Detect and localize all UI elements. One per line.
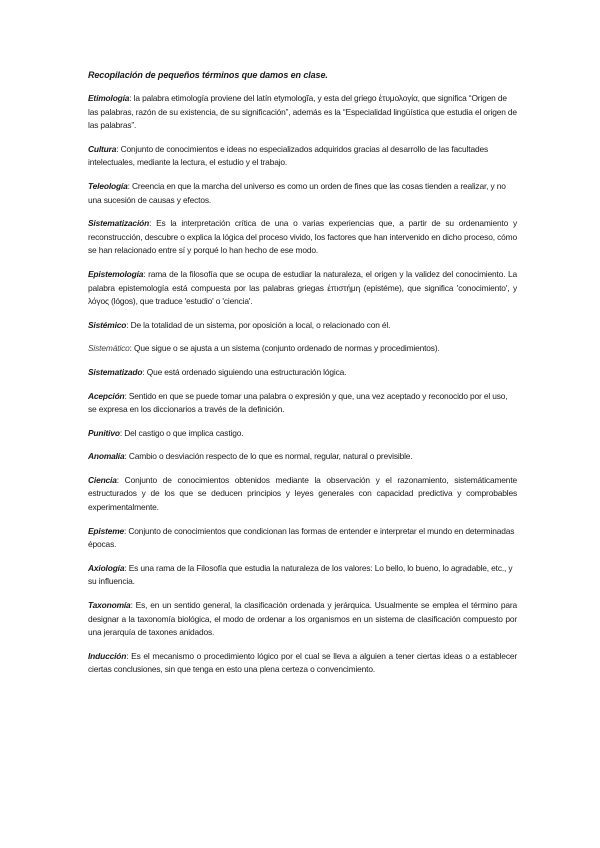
term: Epistemología (88, 268, 144, 279)
term: Sistematizado (88, 366, 143, 377)
term: Episteme (88, 525, 125, 536)
term-separator: : (116, 474, 125, 485)
definition: Es la interpretación crítica de una o varias experiencias que, a partir de su ordenamiento y reconstrucción, descubre o explica la lógica del proceso vivido, los factores que han intervenido en dicho proceso, cómo se han relacionado entre sí y porqué lo han hecho de ese modo. (88, 218, 517, 256)
document-title: Recopilación de pequeños términos que damos en clase. (88, 70, 328, 80)
definition: rama de la filosofía que se ocupa de estudiar la naturaleza, el origen y la validez del conocimiento. La palabra epistemología está compuesta por las palabras griegas ἐπιστήμη (epistéme), que significa 'conocimiento', y λόγος (lógos), que traduce 'estudio' o 'ciencia'. (88, 268, 517, 307)
term-separator: : (124, 390, 129, 401)
document-page (88, 70, 517, 687)
term-separator: : (126, 650, 132, 661)
definition: Conjunto de conocimientos e ideas no especializados adquiridos gracias al desarrollo de las facultades intelectuales, mediante la lectura, el estudio y el trabajo. (88, 143, 489, 168)
definition: la palabra etimología proviene del latín etymologĩa, y esta del griego ἐτυμολογία, que significa “Origen de las palabras, razón de su existencia, de su significación”, además es la “Especialidad lingüística que estudia el origen de las palabras”. (88, 93, 517, 131)
term: Etimología (88, 93, 130, 103)
definition: De la totalidad de un sistema, por oposición a local, o relacionado con él. (130, 319, 391, 330)
term-separator: : (143, 268, 149, 279)
term: Anomalía (88, 451, 125, 462)
definition: Del castigo o que implica castigo. (124, 427, 244, 438)
definition: Conjunto de conocimientos obtenidos mediante la observación y el razonamiento, sistemáticamente estructurados y de los que se deducen principios y leyes generales con capacidad predictiva y comprobables experimentalmente. (88, 474, 517, 513)
entry-sistematizado (88, 366, 517, 380)
term: Inducción (88, 650, 127, 661)
entry-taxonomia (88, 599, 517, 640)
entry-etimologia (88, 92, 517, 133)
definition: Que está ordenado siguiendo una estructuración lógica. (146, 366, 347, 377)
definition: Es el mecanismo o procedimiento lógico por el cual se lleva a alguien a tener ciertas ideas o a establecer ciertas conclusiones, sin que tenga en esto una plena certeza o convencimiento. (88, 650, 518, 675)
term: Ciencia (88, 474, 117, 485)
term: Sistematización (88, 218, 150, 229)
term: Teleología (88, 180, 128, 191)
definition: Es, en un sentido general, la clasificación ordenada y jerárquica. Usualmente se emplea el término para designar a la taxonomía biológica, el modo de ordenar a los organismos en un sistema de clasificación compuesto por una jerarquía de taxones anidados. (88, 600, 517, 638)
term: Cultura (88, 143, 117, 154)
term-separator: : (129, 93, 134, 103)
term-separator: : (124, 525, 129, 536)
entry-axiologia (88, 562, 517, 589)
definition: Creencia en que la marcha del universo es como un orden de fines que las cosas tienden a realizar, y no una sucesión de causas y efectos. (88, 180, 506, 205)
entry-sistemico (88, 319, 517, 333)
term-separator: : (116, 143, 121, 154)
entry-punitivo (88, 427, 517, 441)
term-separator: : (130, 600, 136, 611)
term: Taxonomía (88, 600, 131, 611)
term-separator: : (124, 451, 129, 462)
definition: Es una rama de la Filosofía que estudia la naturaleza de los valores: Lo bello, lo bueno, lo agradable, etc., y su influencia. (88, 562, 513, 587)
entry-epistemologia (88, 268, 517, 309)
entry-ciencia (88, 474, 517, 515)
term-separator: : (127, 180, 132, 191)
term: Sistémico (88, 319, 127, 330)
term-separator: : (126, 319, 131, 330)
term: Axiología (88, 562, 125, 573)
entry-sistematizacion (88, 217, 517, 258)
entry-anomalia (88, 450, 517, 464)
entry-sistematico (88, 342, 517, 356)
definition: Que sigue o se ajusta a un sistema (conjunto ordenado de normas y procedimientos). (134, 343, 440, 354)
entry-episteme (88, 525, 517, 552)
term-separator: : (124, 562, 129, 573)
term-separator: : (129, 343, 134, 354)
term: Acepción (88, 390, 125, 401)
term-separator: : (149, 218, 157, 229)
entry-teleologia (88, 180, 517, 207)
term: Sistemático (88, 343, 130, 354)
definition: Cambio o desviación respecto de lo que es normal, regular, natural o previsible. (128, 451, 413, 462)
definition: Conjunto de conocimientos que condicionan las formas de entender e interpretar el mundo en determinadas épocas. (88, 525, 515, 550)
definition: Sentido en que se puede tomar una palabra o expresión y que, una vez aceptado y reconocido por el uso, se expresa en los diccionarios a través de la definición. (88, 390, 508, 415)
entry-cultura (88, 143, 517, 170)
term: Punitivo (88, 427, 120, 438)
term-separator: : (119, 427, 125, 438)
entry-acepcion (88, 390, 517, 417)
entry-induccion (88, 650, 517, 677)
term-separator: : (142, 366, 147, 377)
